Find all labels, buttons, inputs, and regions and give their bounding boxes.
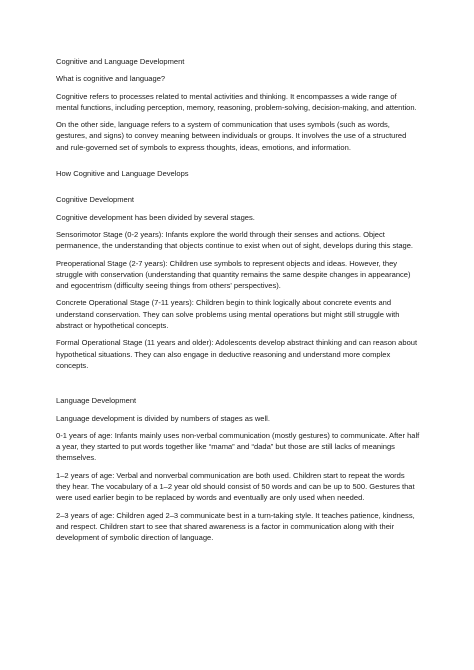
language-heading: Language Development — [56, 396, 137, 406]
how-heading: How Cognitive and Language Develops — [56, 169, 189, 179]
language-stage-2-3: 2–3 years of age: Children aged 2–3 communicate best in a turn-taking style. It teaches patience, kindness, and respect. Children start to see that shared awareness is a factor in communication along with their development of symbolic direction of language. — [56, 510, 415, 543]
cognitive-stage-concrete: Concrete Operational Stage (7-11 years): Children begin to think logically about concrete events and understand conservation. They can solve problems using mental operations but might still struggle with abstract or hypothetical concepts. — [56, 298, 400, 331]
cognitive-stage-preoperational: Preoperational Stage (2-7 years): Children use symbols to represent objects and ideas. However, they struggle with conservation (understanding that quantity remains the same despite changes in appearance) and egocentrism (difficulty seeing things from others' perspectives). — [56, 258, 411, 291]
document-page — [56, 56, 420, 550]
cognitive-definition: Cognitive refers to processes related to mental activities and thinking. It encompasses a wide range of mental functions, including perception, memory, reasoning, problem-solving, decision-making, and attention. — [56, 91, 417, 112]
language-intro: Language development is divided by numbers of stages as well. — [56, 413, 270, 423]
cognitive-stage-formal: Formal Operational Stage (11 years and older): Adolescents develop abstract thinking and can reason about hypothetical situations. They can also engage in deductive reasoning and understand more complex concepts. — [56, 338, 418, 370]
cognitive-heading: Cognitive Development — [56, 195, 135, 205]
document-title: Cognitive and Language Development — [56, 57, 185, 66]
language-definition: On the other side, language refers to a system of communication that uses symbols (such as words, gestures, and signs) to convey meaning between individuals or groups. It involves the use of a structured and rule-governed set of symbols to express thoughts, ideas, emotions, and information. — [56, 120, 407, 152]
question-text: What is cognitive and language? — [56, 74, 166, 84]
cognitive-stage-sensorimotor: Sensorimotor Stage (0-2 years): Infants explore the world through their senses and actions. Object permanence, the understanding that objects continue to exist when out of sight, develops during this stage. — [56, 229, 414, 251]
cognitive-intro: Cognitive development has been divided by several stages. — [56, 212, 255, 222]
language-stage-0-1: 0-1 years of age: Infants mainly uses non-verbal communication (mostly gestures) to communicate. After half a year, they started to put words together like “mama” and “dada” but those are still lacks of meanings themselves. — [56, 430, 420, 463]
language-stage-1-2: 1–2 years of age: Verbal and nonverbal communication are both used. Children start to repeat the words they hear. The vocabulary of a 1–2 year old should consist of 50 words and can be up to 500. Gestures that were used earlier begin to be replaced by words and eventually are only used when needed. — [56, 470, 415, 503]
